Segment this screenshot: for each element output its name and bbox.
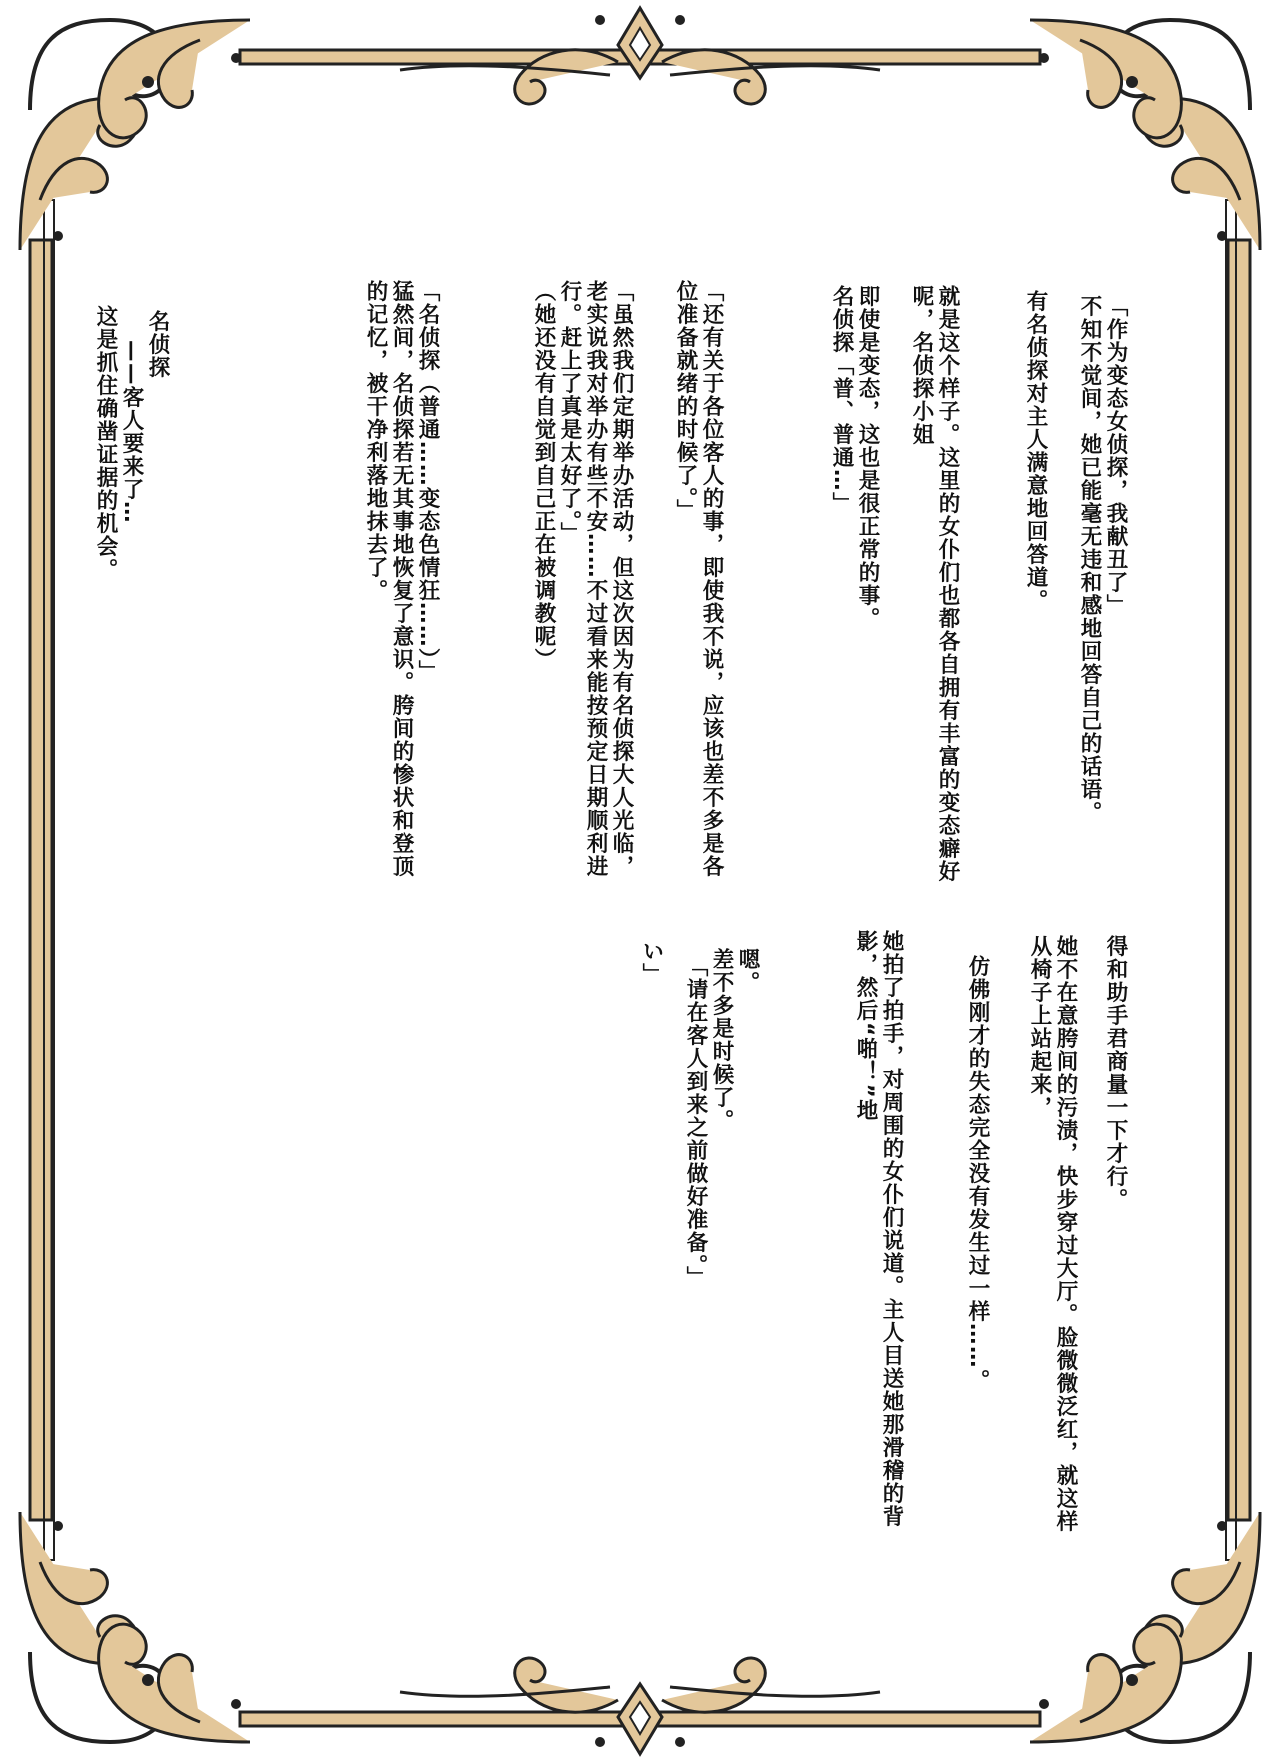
text-column: ——客人要来了… [119, 340, 144, 524]
text-column: 就是这个样子。这里的女仆们也都各自拥有丰富的变态癖好 [935, 285, 960, 883]
text-column: 即使是变态，这也是很正常的事。 [855, 285, 880, 630]
text-column: 呢，名侦探小姐 [909, 285, 934, 446]
text-column: 这是抓住确凿证据的机会。 [93, 305, 118, 581]
text-column: 行。赶上了真是太好了。」 [557, 280, 582, 546]
text-column: 「虽然我们定期举办活动，但这次因为有名侦探大人光临， [609, 280, 634, 878]
text-column: 不知不觉间，她已能毫无违和感地回答自己的话语。 [1077, 295, 1102, 824]
text-column: い」 [639, 940, 664, 986]
text-column: 的记忆，被干净利落地抹去了。 [363, 280, 388, 602]
text-column: 嗯。 [735, 948, 760, 994]
text-column: 差不多是时候了。 [709, 948, 734, 1132]
text-column: 名侦探「普、普通…」 [829, 285, 854, 515]
text-column: 她不在意胯间的污渍，快步穿过大厅。脸微微泛红，就这样 [1053, 935, 1078, 1533]
bottom-center-ornament [400, 1658, 880, 1754]
text-column: 猛然间，名侦探若无其事地恢复了意识。胯间的惨状和登顶 [389, 280, 414, 878]
text-column: 从椅子上站起来， [1027, 935, 1052, 1119]
text-column: 得和助手君商量一下才行。 [1103, 935, 1128, 1211]
text-column: 有名侦探对主人满意地回答道。 [1023, 290, 1048, 612]
text-column: 「名侦探（普通……变态色情狂……）」 [415, 280, 440, 684]
text-column: （她还没有自觉到自己正在被调教呢） [531, 280, 556, 671]
text-column: 仿佛刚才的失态完全没有发生过一样……。 [965, 955, 990, 1392]
text-column: 她拍了拍手，对周围的女仆们说道。主人目送她那滑稽的背 [879, 930, 904, 1528]
text-column: 「作为变态女侦探，我献丑了」 [1103, 295, 1128, 617]
text-column: 名侦探 [145, 310, 170, 379]
text-column: 位准备就绪的时候了。」 [673, 280, 698, 523]
text-column: 影，然后“啪！”地 [853, 930, 878, 1123]
text-column: 老实说我对举办有些不安……不过看来能按预定日期顺利进 [583, 280, 608, 878]
text-column: 「还有关于各位客人的事，即使我不说，应该也差不多是各 [699, 280, 724, 878]
text-column: 「请在客人到来之前做好准备。」 [683, 955, 708, 1290]
